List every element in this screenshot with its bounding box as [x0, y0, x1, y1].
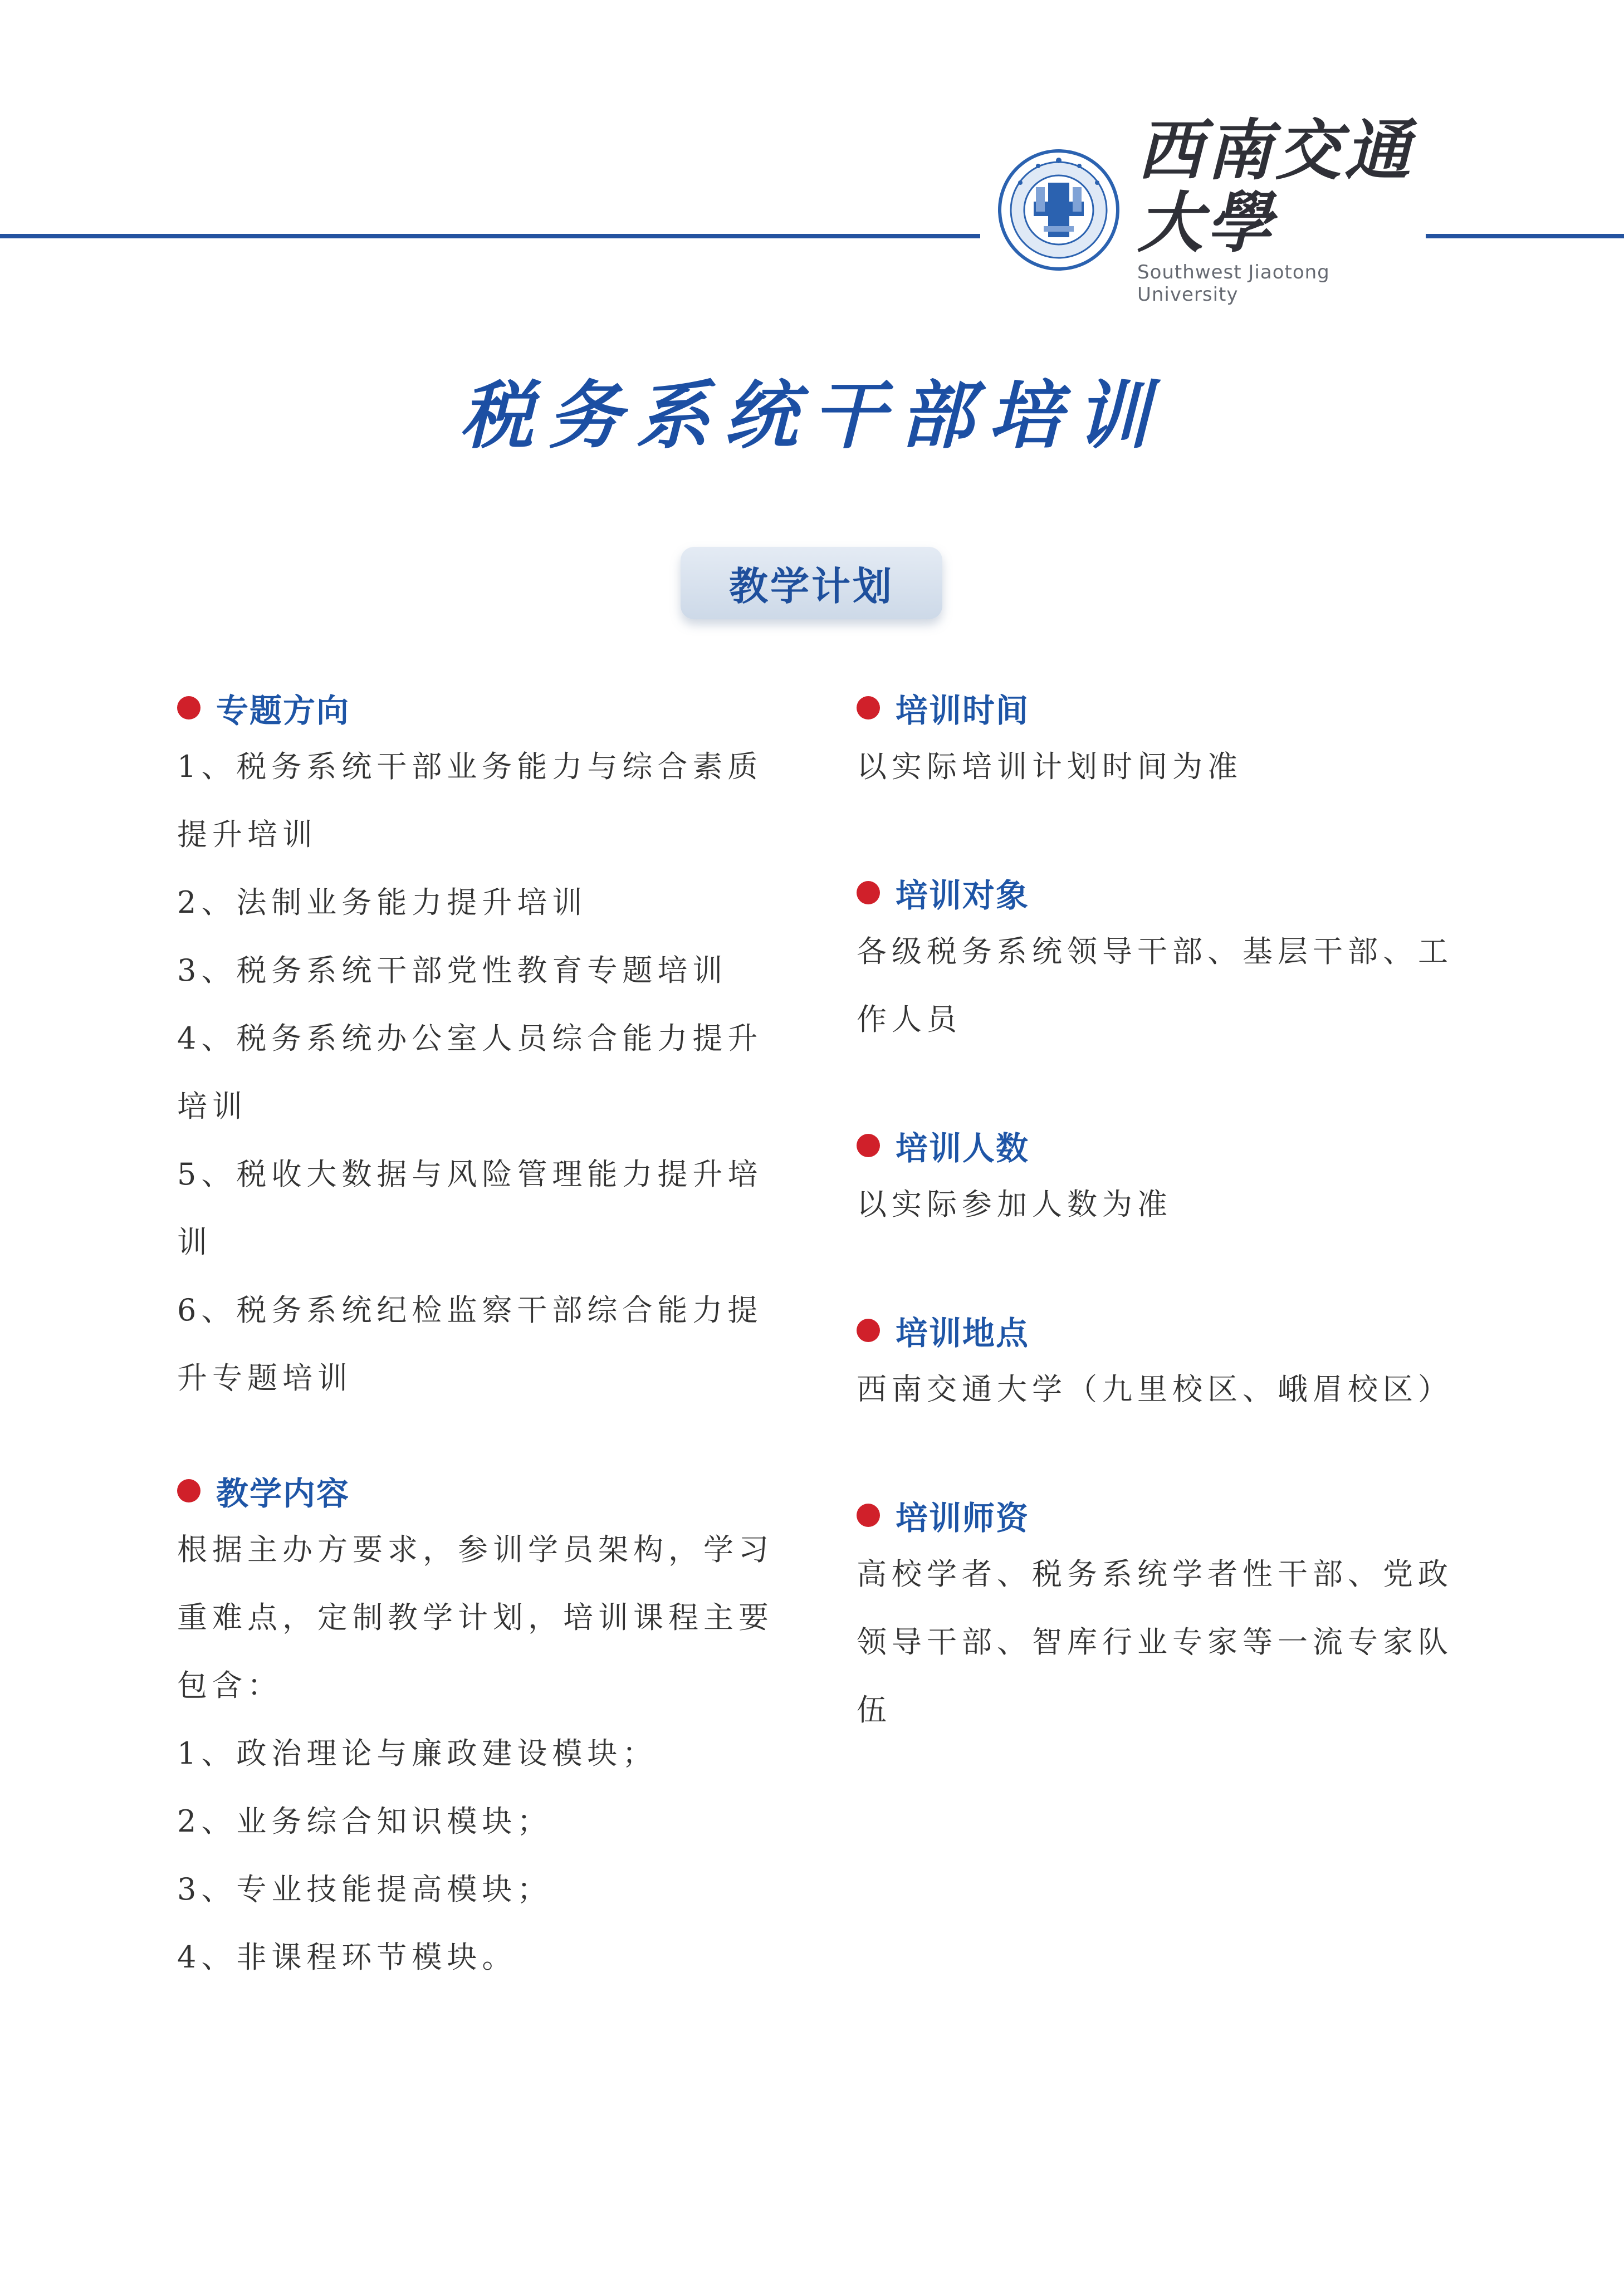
section-header	[857, 868, 1475, 918]
section-header	[177, 1466, 801, 1516]
section-title: 培训时间	[896, 692, 1030, 730]
bullet-dot-icon	[857, 696, 880, 719]
university-logo	[997, 111, 1420, 306]
section-header	[857, 1305, 1475, 1355]
page-title: 税务系统干部培训	[460, 373, 1164, 459]
body-line: 各级税务系统领导干部、基层干部、工	[857, 934, 1453, 969]
section-count	[857, 1120, 1475, 1239]
body-line: 2、法制业务能力提升培训	[177, 885, 588, 920]
body-line: 重难点，定制教学计划，培训课程主要	[177, 1600, 774, 1635]
left-column	[177, 683, 801, 1991]
body-line: 作人员	[857, 1002, 962, 1037]
body-line: 西南交通大学（九里校区、峨眉校区）	[857, 1372, 1453, 1407]
section-title: 培训地点	[896, 1314, 1030, 1352]
body-line: 1、税务系统干部业务能力与综合素质	[177, 749, 763, 784]
section-faculty	[857, 1490, 1475, 1744]
body-line: 根据主办方要求，参训学员架构，学习	[177, 1532, 774, 1567]
body-line: 3、税务系统干部党性教育专题培训	[177, 953, 728, 988]
section-header	[857, 683, 1475, 733]
bullet-dot-icon	[177, 696, 200, 719]
plan-badge-label: 教学计划	[729, 563, 894, 609]
bullet-dot-icon	[857, 1504, 880, 1527]
body-line: 伍	[857, 1692, 892, 1727]
body-line: 以实际培训计划时间为准	[857, 749, 1243, 784]
body-line: 升专题培训	[177, 1360, 353, 1396]
body-line: 5、税收大数据与风险管理能力提升培	[177, 1157, 763, 1192]
bullet-dot-icon	[857, 881, 880, 904]
bullet-dot-icon	[177, 1479, 200, 1502]
university-seal-icon	[997, 148, 1121, 272]
body-line: 6、税务系统纪检监察干部综合能力提	[177, 1293, 763, 1328]
section-time	[857, 683, 1475, 801]
section-topics	[177, 683, 801, 1412]
body-line: 1、政治理论与廉政建设模块；	[177, 1736, 658, 1771]
body-line: 高校学者、税务系统学者性干部、党政	[857, 1556, 1453, 1592]
university-name-en: Southwest Jiaotong University	[1137, 261, 1330, 306]
body-line: 2、业务综合知识模块；	[177, 1804, 552, 1839]
body-line: 3、专业技能提高模块；	[177, 1872, 552, 1907]
body-line: 包含：	[177, 1668, 282, 1703]
section-content	[177, 1466, 801, 1991]
plan-badge	[681, 547, 942, 619]
body-line: 4、税务系统办公室人员综合能力提升	[177, 1021, 763, 1056]
section-header	[857, 1490, 1475, 1540]
section-title: 教学内容	[216, 1475, 350, 1512]
section-title: 培训人数	[896, 1129, 1030, 1167]
university-name	[1137, 111, 1420, 306]
body-line: 以实际参加人数为准	[857, 1187, 1172, 1222]
body-line: 领导干部、智库行业专家等一流专家队	[857, 1624, 1453, 1660]
section-header	[857, 1120, 1475, 1171]
body-line: 训	[177, 1225, 212, 1260]
section-title: 培训对象	[896, 877, 1030, 914]
section-title: 专题方向	[216, 692, 350, 730]
section-title: 培训师资	[896, 1499, 1030, 1537]
right-column	[857, 683, 1475, 1744]
body-line: 提升培训	[177, 817, 317, 852]
body-line: 培训	[177, 1089, 247, 1124]
body-line: 4、非课程环节模块。	[177, 1940, 517, 1975]
university-name-cn: 西南交通大學	[1137, 111, 1414, 261]
section-header	[177, 683, 801, 733]
bullet-dot-icon	[857, 1319, 880, 1342]
section-location	[857, 1305, 1475, 1423]
bullet-dot-icon	[857, 1134, 880, 1157]
section-audience	[857, 868, 1475, 1054]
